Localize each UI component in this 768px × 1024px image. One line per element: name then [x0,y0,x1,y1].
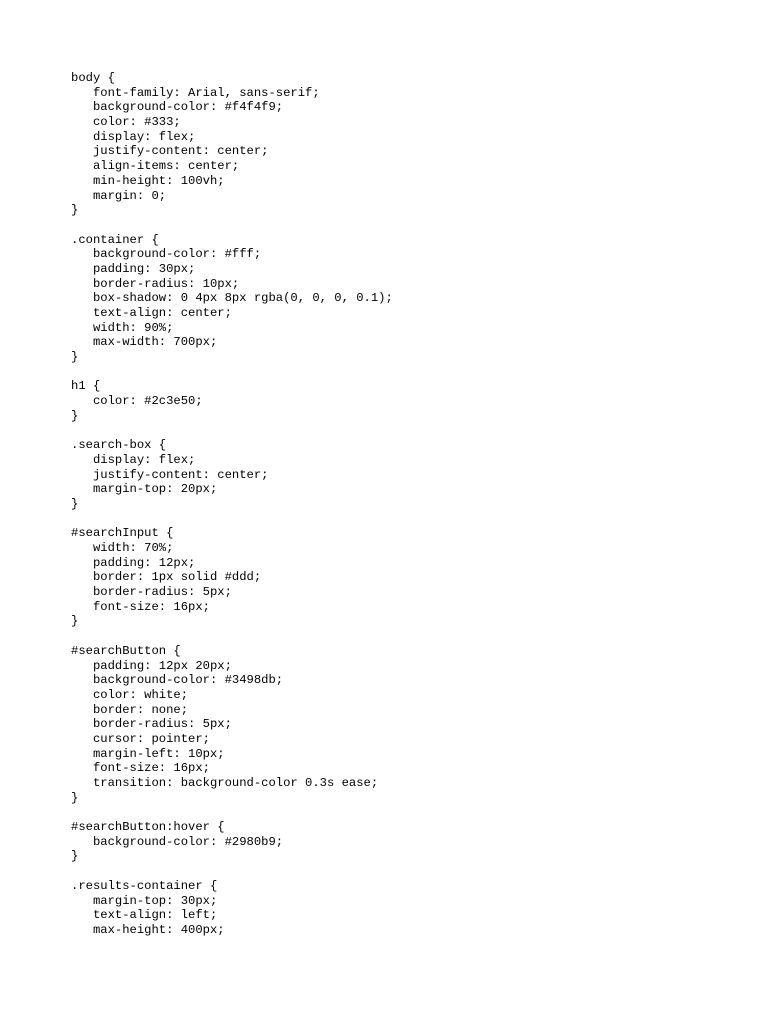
code-line: max-width: 700px; [71,335,218,350]
code-line: } [71,203,79,218]
code-line: text-align: center; [71,306,232,320]
code-line: border-radius: 5px; [71,585,232,600]
code-line: #searchButton { [71,643,181,658]
code-line: padding: 30px; [71,261,196,276]
code-line: border-radius: 10px; [71,276,240,291]
code-line: h1 { [71,379,101,394]
code-line: color: #2c3e50; [71,394,203,409]
code-line: display: flex; [71,129,196,144]
code-line: background-color: #3498db; [71,673,284,688]
code-line: cursor: pointer; [71,731,210,746]
code-line: } [71,790,79,805]
code-line: } [71,496,79,511]
code-line: } [71,350,79,365]
code-line: #searchInput { [71,526,174,541]
code-line [71,365,393,380]
code-line: body { [71,71,115,85]
code-line: min-height: 100vh; [71,173,225,188]
code-line [71,218,393,233]
code-line: padding: 12px; [71,555,196,570]
code-line [71,629,393,644]
code-document [71,71,393,938]
code-line: color: white; [71,687,189,702]
code-line: padding: 12px 20px; [71,658,232,673]
code-line [71,805,393,820]
code-line: width: 70%; [71,541,174,555]
code-line: font-size: 16px; [71,599,210,614]
code-line: font-family: Arial, sans-serif; [71,85,320,100]
code-line: border: 1px solid #ddd; [71,570,262,585]
code-line: margin: 0; [71,188,167,203]
code-line: #searchButton:hover { [71,820,225,835]
code-line: margin-top: 30px; [71,893,218,908]
code-line: align-items: center; [71,159,240,174]
code-line: justify-content: center; [71,144,269,159]
code-line: } [71,614,79,629]
code-line: background-color: #fff; [71,247,262,262]
code-line: color: #333; [71,115,181,130]
code-line: } [71,849,79,864]
code-line: display: flex; [71,452,196,467]
code-line: border-radius: 5px; [71,717,232,732]
code-line: justify-content: center; [71,467,269,482]
code-line: text-align: left; [71,908,218,923]
code-line: max-height: 400px; [71,922,225,937]
code-line: .container { [71,232,159,247]
code-line: border: none; [71,702,189,717]
code-line: margin-top: 20px; [71,482,218,497]
code-line: .search-box { [71,438,167,453]
code-line: margin-left: 10px; [71,746,225,761]
code-line: } [71,408,79,423]
code-line: background-color: #2980b9; [71,834,284,849]
code-line [71,864,393,879]
code-line: background-color: #f4f4f9; [71,100,284,115]
code-line [71,424,393,439]
code-line: box-shadow: 0 4px 8px rgba(0, 0, 0, 0.1); [71,291,393,306]
code-line: .results-container { [71,878,218,893]
code-line: transition: background-color 0.3s ease; [71,776,379,790]
code-line: width: 90%; [71,320,174,335]
code-line [71,512,393,527]
code-line: font-size: 16px; [71,761,210,776]
